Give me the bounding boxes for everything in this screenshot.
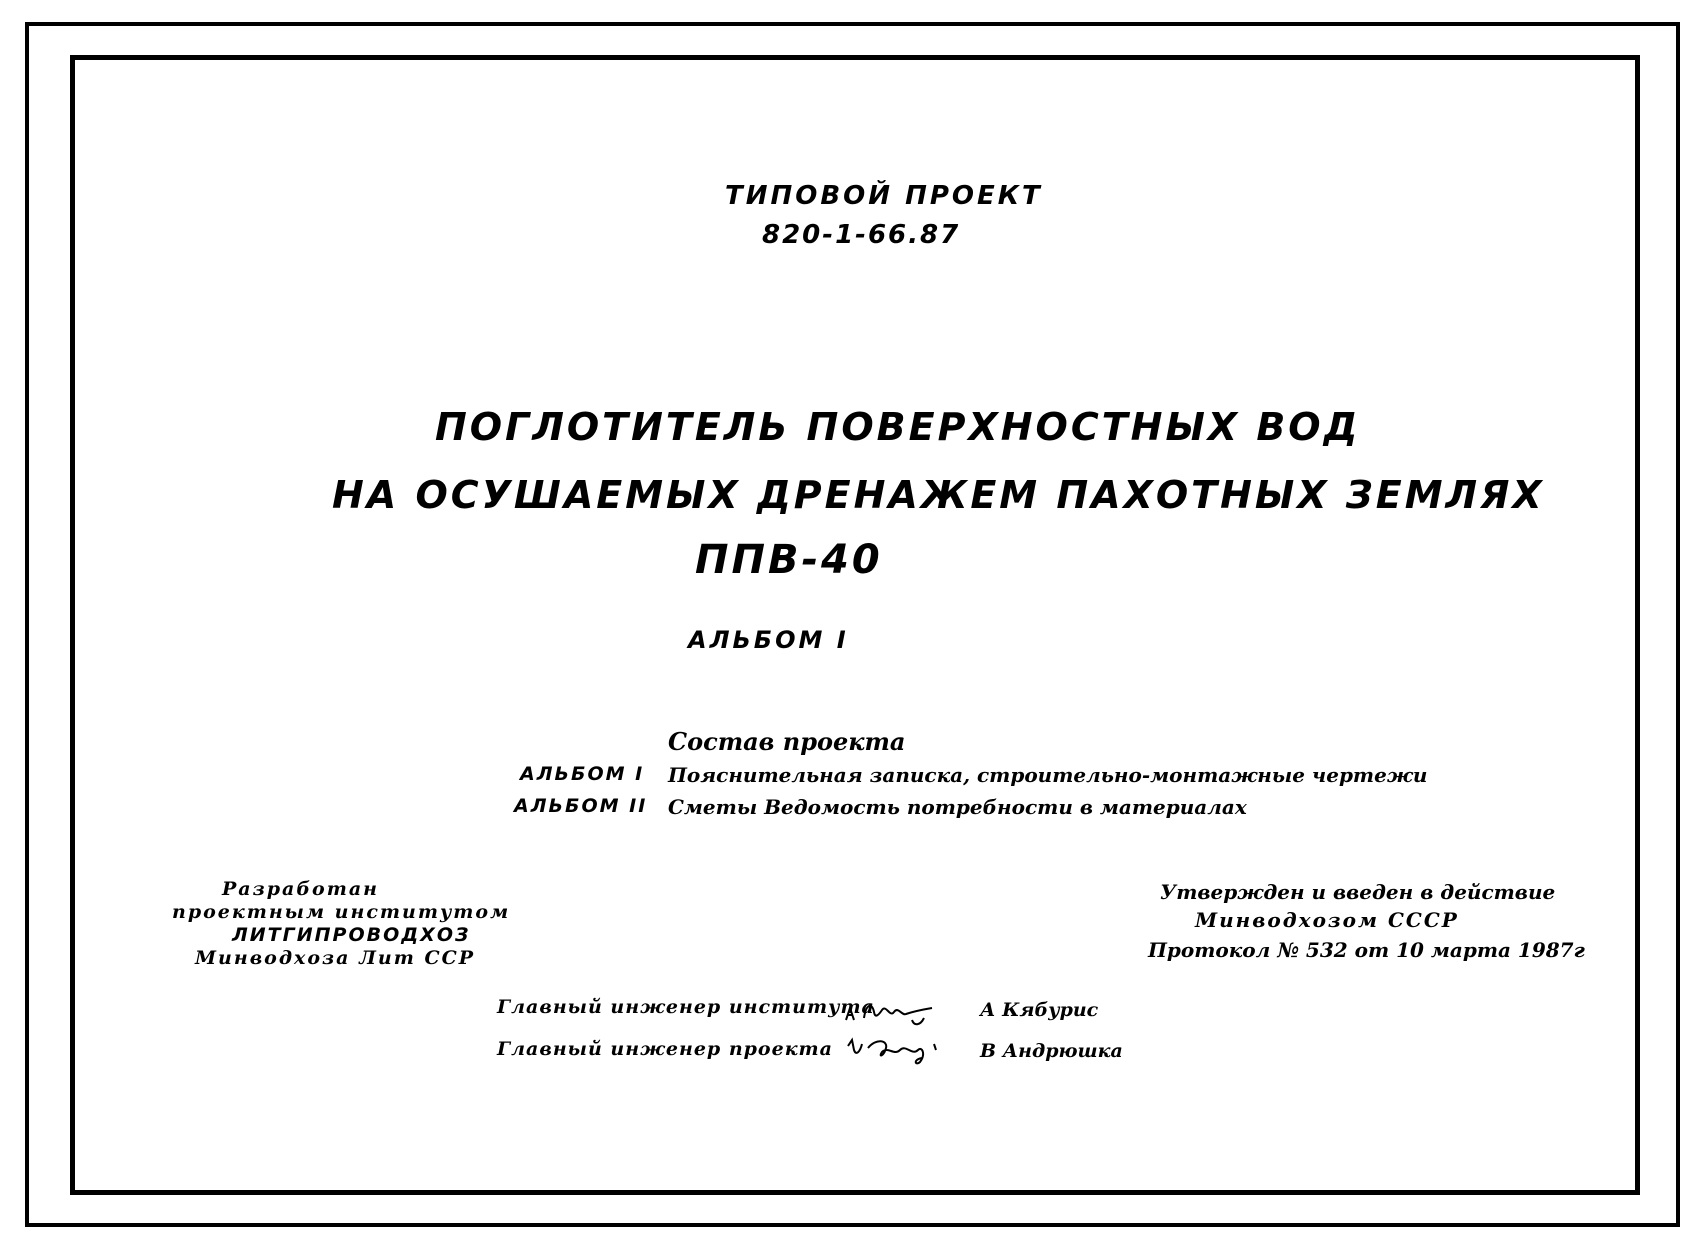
composition-album: АЛЬБОМ I — [520, 763, 645, 785]
signature-role: Главный инженер института — [497, 996, 875, 1018]
developer-line: проектным институтом — [172, 901, 511, 923]
title-line-1: ПОГЛОТИТЕЛЬ ПОВЕРХНОСТНЫХ ВОД — [435, 405, 1361, 449]
project-number: 820-1-66.87 — [762, 220, 961, 250]
album-label: АЛЬБОМ I — [688, 626, 849, 654]
approval-line: Протокол № 532 от 10 марта 1987г — [1148, 938, 1585, 962]
signature-name: В Андрюшка — [980, 1040, 1123, 1062]
composition-description: Сметы Ведомость потребности в материалах — [668, 795, 1247, 819]
title-line-3: ППВ-40 — [695, 537, 883, 583]
signature-name: А Кябурис — [980, 999, 1099, 1021]
developer-line: Минводхоза Лит ССР — [195, 947, 475, 969]
developer-line: ЛИТГИПРОВОДХОЗ — [232, 924, 471, 946]
project-type: ТИПОВОЙ ПРОЕКТ — [725, 181, 1043, 211]
developer-line: Разработан — [222, 878, 379, 900]
approval-line: Минводхозом СССР — [1195, 908, 1459, 932]
composition-description: Пояснительная записка, строительно-монтажные чертежи — [668, 763, 1428, 787]
composition-heading: Состав проекта — [668, 727, 906, 756]
approval-line: Утвержден и введен в действие — [1160, 880, 1556, 904]
composition-album: АЛЬБОМ II — [514, 795, 648, 817]
signature-role: Главный инженер проекта — [497, 1038, 833, 1060]
handwritten-signature-icon — [842, 990, 952, 1030]
handwritten-signature-icon — [842, 1030, 952, 1070]
title-line-2: НА ОСУШАЕМЫХ ДРЕНАЖЕМ ПАХОТНЫХ ЗЕМЛЯХ — [332, 473, 1545, 517]
